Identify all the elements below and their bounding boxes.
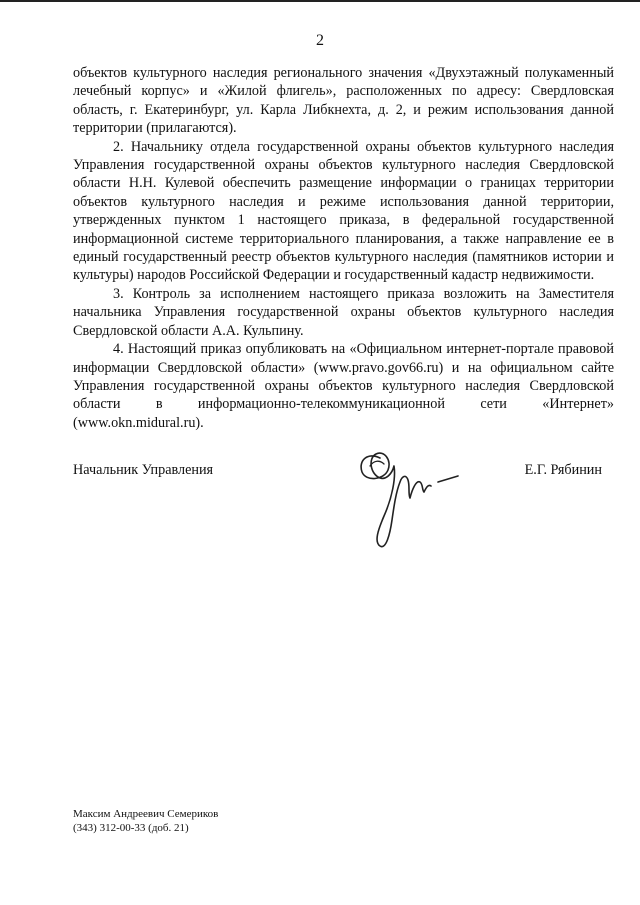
executor-phone: (343) 312-00-33 (доб. 21): [73, 821, 189, 834]
paragraph-3: 3. Контроль за исполнением настоящего приказа возложить на Заместителя начальника Управления государственной охраны объектов культурного наследия Свердловской области А.А. Кульпину.: [73, 285, 614, 339]
handwritten-signature: [340, 430, 470, 555]
document-body: [73, 64, 614, 432]
top-border-line: [0, 0, 640, 2]
signatory-name: Е.Г. Рябинин: [524, 462, 602, 478]
executor-name: Максим Андреевич Семериков: [73, 808, 219, 820]
paragraph-1-continuation: объектов культурного наследия регионального значения «Двухэтажный полукаменный лечебный корпус» и «Жилой флигель», расположенных по адресу: Свердловская область, г. Екатеринбург, ул. Карла Либкнехта, д. 2, и режим использования данной территории (прилагаются).: [73, 65, 614, 137]
paragraph-2: 2. Начальнику отдела государственной охраны объектов культурного наследия Управления государственной охраны объектов культурного наследия Свердловской области Н.Н. Кулевой обеспечить размещение информации о границах территории объектов культурного наследия и режиме использования данной территории, утвержденных пунктом 1 настоящего приказа, в федеральной государственной информационной системе территориального планирования, а также направление ее в единый государственный реестр объектов культурного наследия (памятников истории и культуры) народов Российской Федерации и государственный кадастр недвижимости.: [73, 138, 614, 284]
page-number: 2: [316, 32, 324, 49]
paragraph-4: 4. Настоящий приказ опубликовать на «Официальном интернет-портале правовой информации Свердловской области» (www.pravo.gov66.ru) и на официальном сайте Управления государственной охраны объектов культурного наследия Свердловской области в информационно-телекоммуникационной сети «Интернет» (www.okn.midural.ru).: [73, 341, 614, 431]
signatory-title: Начальник Управления: [73, 462, 214, 478]
executor-info: [73, 808, 218, 835]
